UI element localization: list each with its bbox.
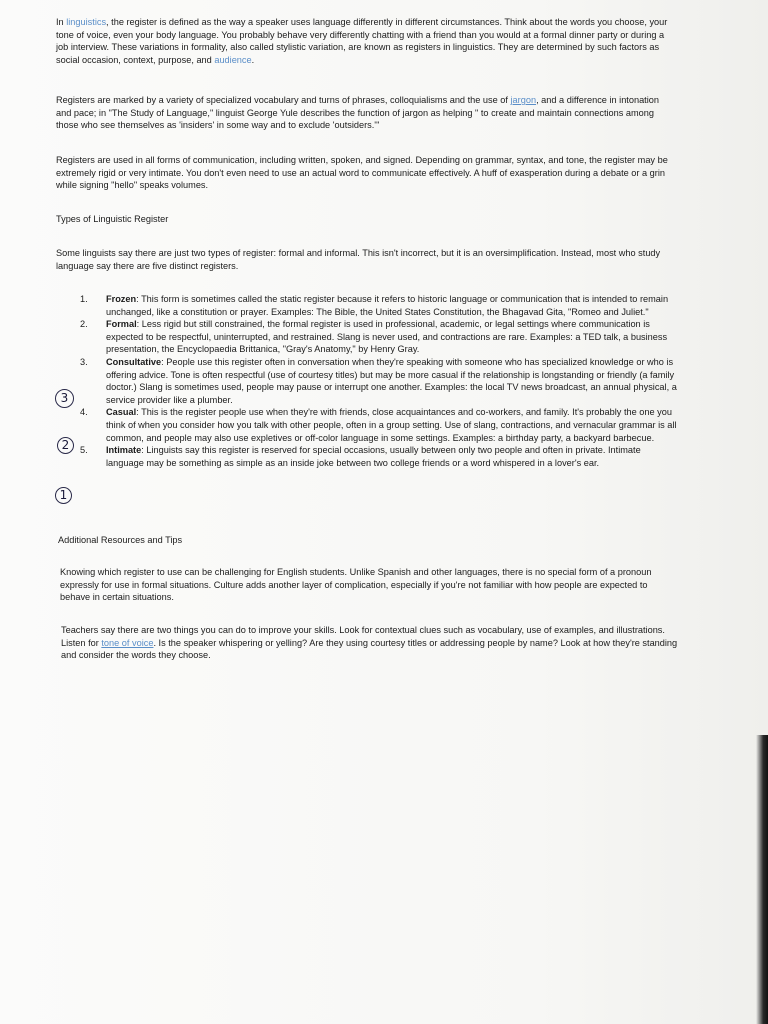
list-number: 3. bbox=[80, 356, 88, 367]
link-audience[interactable]: audience bbox=[214, 54, 252, 65]
list-term: Casual bbox=[106, 407, 137, 418]
paragraph-markers: Registers are marked by a variety of specialized vocabulary and turns of phrases, colloquialisms and the use of jargon, and a difference in intonation and pace; in "The Study of Language," linguist George Yule describes the function of jargon as helping " to create and maintain connections among those who see themselves as 'insiders' in some way and to exclude 'outsiders.'" bbox=[56, 95, 659, 131]
list-text: : This is the register people use when they're with friends, close acquaintances and co-workers, and family. It's probably the one you think of when you consider how you talk with other people, often in a group setting. Use of slang, contractions, and vernacular grammar is all common, and people may also use expletives or off-color language in some settings. Examples: a birthday party, a backyard barbecue. bbox=[106, 407, 677, 443]
handwritten-mark-2: 2 bbox=[57, 437, 74, 454]
register-list bbox=[56, 293, 678, 469]
list-item bbox=[56, 444, 678, 469]
link-tone-of-voice[interactable]: tone of voice bbox=[101, 637, 154, 648]
list-item bbox=[56, 406, 678, 444]
list-text: : Linguists say this register is reserved for special occasions, usually between only two people and often in private. Intimate language may be something as simple as an inside joke between two college friends or a word whispered in a lover's ear. bbox=[106, 445, 641, 468]
paragraph-challenge: Knowing which register to use can be challenging for English students. Unlike Spanish and other languages, there is no special form of a pronoun expressly for use in formal situations. Culture adds another layer of complication, especially if you're not familiar with how people are expected to behave in certain situations. bbox=[60, 567, 652, 603]
paragraph-tips: Teachers say there are two things you can do to improve your skills. Look for contextual clues such as vocabulary, use of examples, and illustrations. Listen for tone of voice. Is the speaker whispering or yelling? Are they using courtesy titles or addressing people by name? Look at how they're standing and consider the words they choose. bbox=[61, 625, 678, 661]
list-number: 1. bbox=[80, 294, 88, 304]
link-linguistics[interactable]: linguistics bbox=[66, 17, 107, 27]
list-term: Consultative bbox=[106, 356, 162, 367]
list-text: : People use this register often in conversation when they're speaking with someone who has specialized knowledge or who is offering advice. Tone is often respectful (use of courtesy titles) but may be more casual if the relationship is longstanding or friendly (a family doctor.) Slang is sometimes used, people may pause or interrupt one another. Examples: the local TV news broadcast, an annual physical, a service provider like a plumber. bbox=[106, 356, 677, 405]
link-jargon[interactable]: jargon bbox=[510, 95, 537, 105]
list-item bbox=[56, 318, 678, 356]
page-edge-shadow bbox=[756, 735, 768, 1024]
paragraph-types-intro: Some linguists say there are just two types of register: formal and informal. This isn't incorrect, but it is an oversimplification. Instead, most who study language say there are five distinct registers. bbox=[56, 248, 661, 271]
handwritten-mark-3: 3 bbox=[55, 389, 74, 408]
paragraph-intro: In linguistics, the register is defined as the way a speaker uses language differently in different circumstances. Think about the words you choose, your tone of voice, even your body language. You probably behave very differently chatting with a friend than you would at a formal dinner party or during a job interview. These variations in formality, also called stylistic variation, are known as registers in linguistics. They are determined by such factors as social occasion, context, purpose, and audience. bbox=[56, 17, 668, 65]
list-number: 2. bbox=[80, 319, 88, 330]
heading-resources: Additional Resources and Tips bbox=[58, 535, 183, 545]
list-item bbox=[56, 356, 678, 406]
list-text: : Less rigid but still constrained, the formal register is used in professional, academic, or legal settings where communication is expected to be respectful, uninterrupted, and restrained. Slang is never used, and contractions are rare. Examples: a TED talk, a business presentation, the Encyclopaedia Brittanica, "Gray's Anatomy," by Henry Gray. bbox=[106, 319, 668, 355]
list-term: Frozen bbox=[106, 294, 137, 304]
paragraph-forms: Registers are used in all forms of communication, including written, spoken, and signed. Depending on grammar, syntax, and tone, the register may be extremely rigid or very intimate. You don't even need to use an actual word to communicate effectively. A huff of exasperation during a debate or a grin while signing "hello" speaks volumes. bbox=[56, 155, 668, 191]
handwritten-mark-1: 1 bbox=[55, 487, 72, 504]
list-number: 5. bbox=[80, 445, 88, 456]
list-term: Formal bbox=[106, 319, 137, 330]
list-term: Intimate bbox=[106, 445, 142, 456]
heading-types: Types of Linguistic Register bbox=[56, 214, 169, 224]
list-item bbox=[56, 293, 678, 318]
list-number: 4. bbox=[80, 407, 88, 418]
list-text: : This form is sometimes called the static register because it refers to historic language or communication that is intended to remain unchanged, like a constitution or prayer. Examples: The Bible, the United States Constitution, the Bhagavad Gita, "Romeo and Juliet." bbox=[106, 294, 669, 317]
